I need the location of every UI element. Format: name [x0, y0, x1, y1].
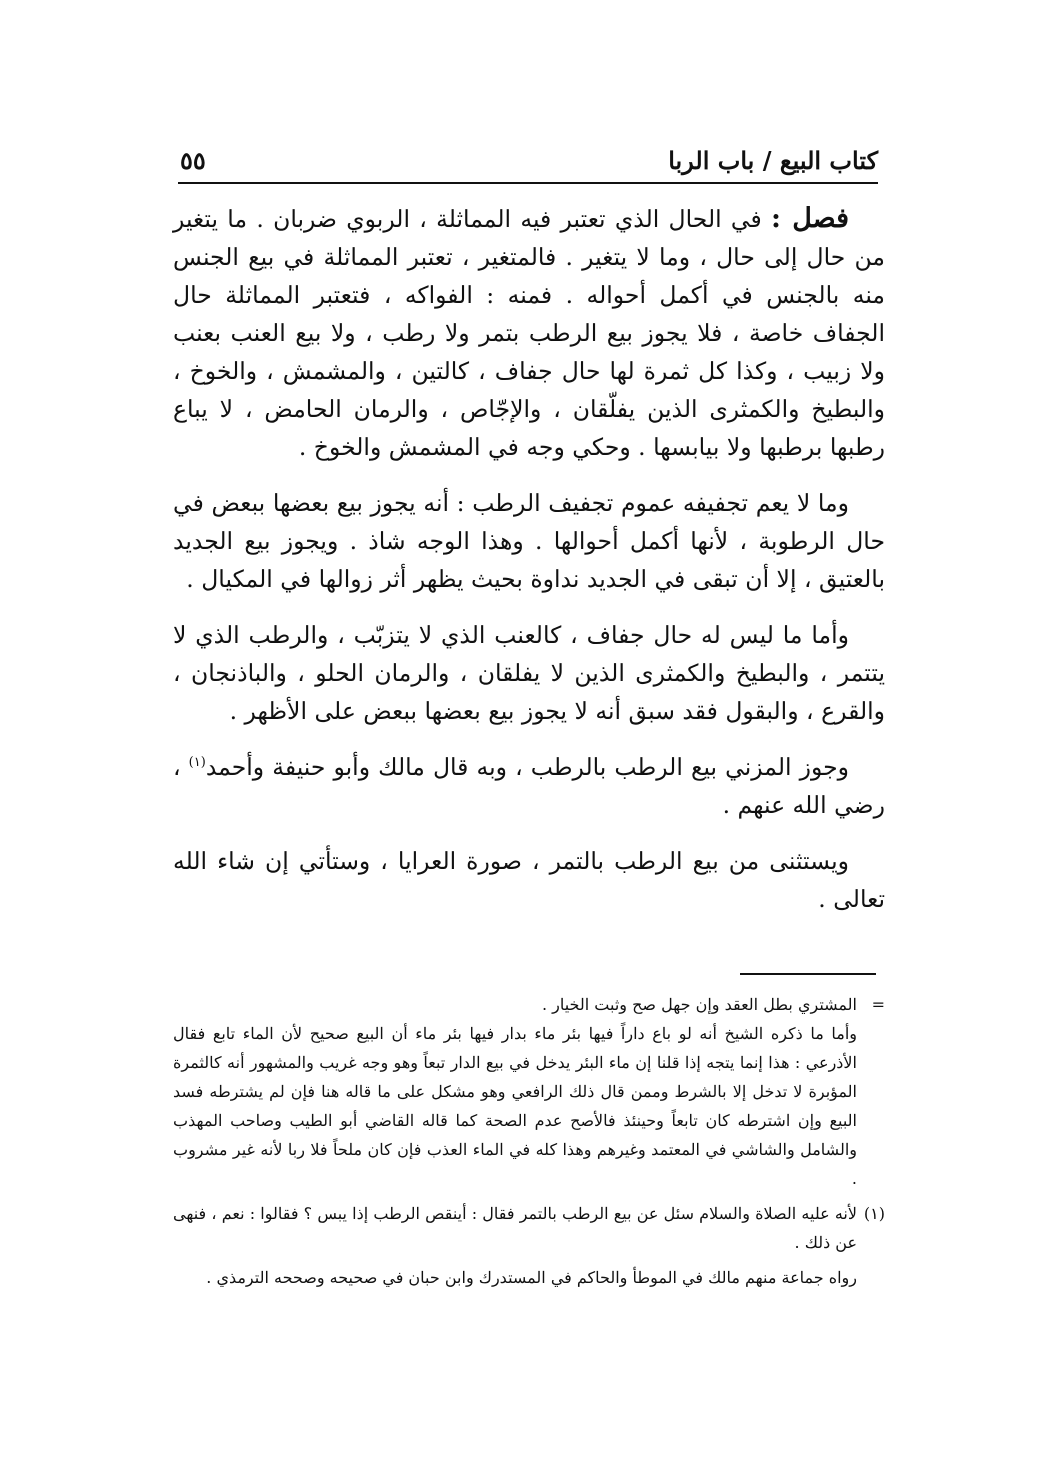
main-text — [173, 200, 885, 936]
paragraph-3: وأما ما ليس له حال جفاف ، كالعنب الذي لا يتزبّب ، والرطب الذي لا يتتمر ، والبطيخ والكمثرى الذين لا يفلقان ، والرمان الحلو ، والباذنجان ، والقرع ، والبقول فقد سبق أنه لا يجوز بيع بعضها ببعض على الأظهر . — [173, 621, 885, 725]
footnote-continuation-paragraph — [173, 1019, 885, 1193]
paragraph-4-text-a: وجوز المزني بيع الرطب بالرطب ، وبه قال مالك وأبو حنيفة وأحمد — [205, 753, 849, 781]
paragraph-1-text: في الحال الذي تعتبر فيه المماثلة ، الربوي ضربان . ما يتغير من حال إلى حال ، وما لا يتغير . فالمتغير ، تعتبر المماثلة في بيع الجنس منه بالجنس في أكمل أحواله . فمنه : الفواكه ، فتعتبر المماثلة حال الجفاف خاصة ، فلا يجوز بيع الرطب بتمر ولا رطب ، ولا بيع العنب بعنب ولا زبيب ، وكذا كل ثمرة لها حال جفاف ، كالتين ، والمشمش ، والخوخ ، والبطيخ والكمثرى الذين يفلّقان ، والإجّاص ، والرمان الحامض ، لا يباع رطبها برطبها ولا بيابسها . وحكي وجه في المشمش والخوخ . — [173, 205, 885, 461]
footnote-1-text: لأنه عليه الصلاة والسلام سئل عن بيع الرطب بالتمر فقال : أينقص الرطب إذا يبس ؟ فقالوا : نعم ، فنهى عن ذلك . — [173, 1204, 857, 1252]
section-lead: فصل : — [771, 203, 849, 234]
footnote-reference[interactable]: (١) — [188, 755, 206, 771]
footnote-1-source-text: رواه جماعة منهم مالك في الموطأ والحاكم في المستدرك وابن حبان في صحيحه وصححه الترمذي . — [206, 1268, 857, 1287]
continuation-line-text: المشتري بطل العقد وإن جهل صح وثبت الخيار . — [541, 995, 857, 1014]
paragraph-1 — [173, 200, 885, 466]
continuation-paragraph-text: وأما ما ذكره الشيخ أنه لو باع داراً فيها بئر ماء بدار فيها بئر ماء أن البيع صحيح لأن الماء تابع فقال الأذرعي : هذا إنما يتجه إذا قلنا إن ماء البئر يدخل في بيع الدار تبعاً وهو وجه غريب والمشهور أنه كالثمرة المؤبرة لا تدخل إلا بالشرط وممن قال ذلك الرافعي وهو مشكل على ما قاله هنا فإن لم يشترطه فسد البيع وإن اشترطه كان تابعاً وحينئذ فالأصح عدم الصحة كما قاله القاضي أبو الطيب وصاحب المهذب والشامل والشاشي في المعتمد وغيرهم وهذا كله في الماء العذب فإن كان ملحاً فلا ربا لأنه غير مشروب . — [173, 1024, 857, 1188]
footnote-1-source — [173, 1263, 885, 1292]
footnote-1 — [173, 1199, 885, 1257]
running-title: كتاب البيع / باب الربا — [668, 146, 878, 175]
footnote-separator — [740, 973, 876, 975]
continuation-mark: = — [871, 995, 885, 1014]
paragraph-5: ويستثنى من بيع الرطب بالتمر ، صورة العرايا ، وستأتي إن شاء الله تعالى . — [173, 847, 885, 913]
paragraph-4 — [173, 748, 885, 824]
footnote-continuation-line — [173, 990, 885, 1019]
footnotes — [173, 990, 885, 1292]
paragraph-2: وما لا يعم تجفيفه عموم تجفيف الرطب : أنه يجوز بيع بعضها ببعض في حال الرطوبة ، لأنها أكمل أحوالها . وهذا الوجه شاذ . ويجوز بيع الجديد بالعتيق ، إلا أن تبقى في الجديد نداوة بحيث يظهر أثر زوالها في المكيال . — [173, 489, 885, 593]
page-header — [178, 140, 878, 184]
footnote-1-mark: (١) — [863, 1204, 885, 1223]
paragraph-4-text-b: ، رضي الله عنهم . — [173, 753, 885, 819]
page-number: ٥٥ — [180, 146, 206, 175]
